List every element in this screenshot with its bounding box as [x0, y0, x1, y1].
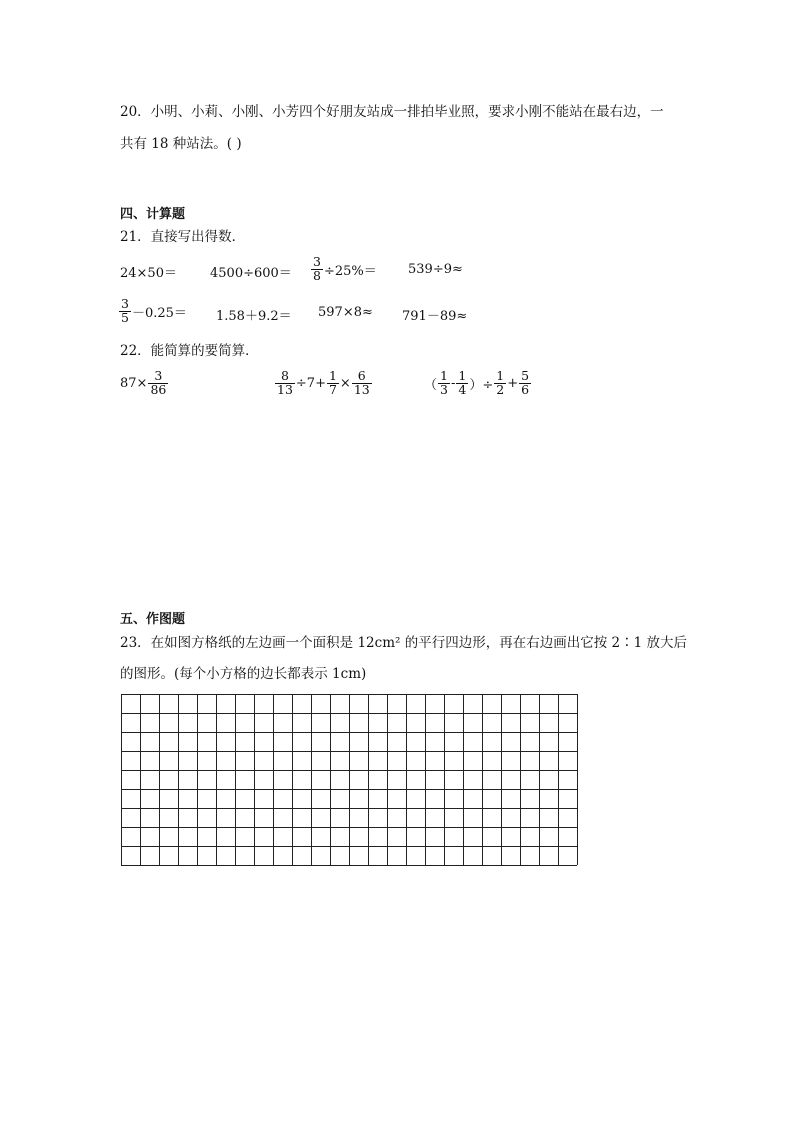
- q21-expr-4: 539÷9≈: [408, 262, 463, 277]
- fraction: $\frac{8}{13}$: [277, 368, 293, 397]
- q23-line1: 23．在如图方格纸的左边画一个面积是 12cm² 的平行四边形，再在右边画出它按 2∶1 放大后: [120, 635, 687, 651]
- q22-stem: 22．能简算的要简算．: [120, 343, 259, 359]
- q21-expr-3: $\frac{3}{8}$ ÷25%＝: [313, 254, 377, 283]
- square-grid-paper[interactable]: [120, 693, 582, 870]
- q20-line1: 20．小明、小莉、小刚、小芳四个好朋友站成一排拍毕业照，要求小刚不能站在最右边，一: [120, 104, 664, 120]
- fraction: $\frac{1}{2}$: [496, 368, 505, 397]
- q22-expr-1: 87× $\frac{3}{86}$: [120, 368, 167, 397]
- fraction: $\frac{1}{4}$: [458, 368, 467, 397]
- q22-expr-3: （ $\frac{1}{3}$ - $\frac{1}{4}$ ）÷ $\frac{1}{2}$ + $\frac{5}{6}$: [424, 368, 530, 397]
- q22-expr-2: $\frac{8}{13}$ ÷7+ $\frac{1}{7}$ × $\frac{6}{13}$: [277, 368, 370, 397]
- q21-expr-8: 791－89≈: [402, 309, 468, 324]
- fraction: $\frac{5}{6}$: [521, 368, 530, 397]
- fraction: $\frac{6}{13}$: [353, 368, 370, 397]
- q21-stem: 21．直接写出得数．: [120, 229, 246, 245]
- fraction: $\frac{3}{86}$: [150, 368, 167, 397]
- q21-expr-7: 597×8≈: [318, 305, 373, 320]
- q21-expr-6: 1.58＋9.2＝: [216, 309, 292, 324]
- section-5-title: 五、作图题: [120, 612, 186, 627]
- q23-line2: 的图形。(每个小方格的边长都表示 1cm): [120, 666, 367, 682]
- q21-expr-5: $\frac{3}{5}$ －0.25＝: [121, 296, 187, 325]
- q21-expr-2: 4500÷600＝: [210, 266, 292, 281]
- q21-expr-1: 24×50＝: [120, 266, 177, 281]
- fraction: $\frac{3}{8}$: [313, 254, 321, 283]
- q20-line2: 共有 18 种站法。( ): [120, 136, 242, 152]
- fraction: $\frac{1}{7}$: [328, 368, 337, 397]
- fraction: $\frac{3}{5}$: [121, 296, 129, 325]
- fraction: $\frac{1}{3}$: [440, 368, 448, 397]
- section-4-title: 四、计算题: [120, 207, 186, 222]
